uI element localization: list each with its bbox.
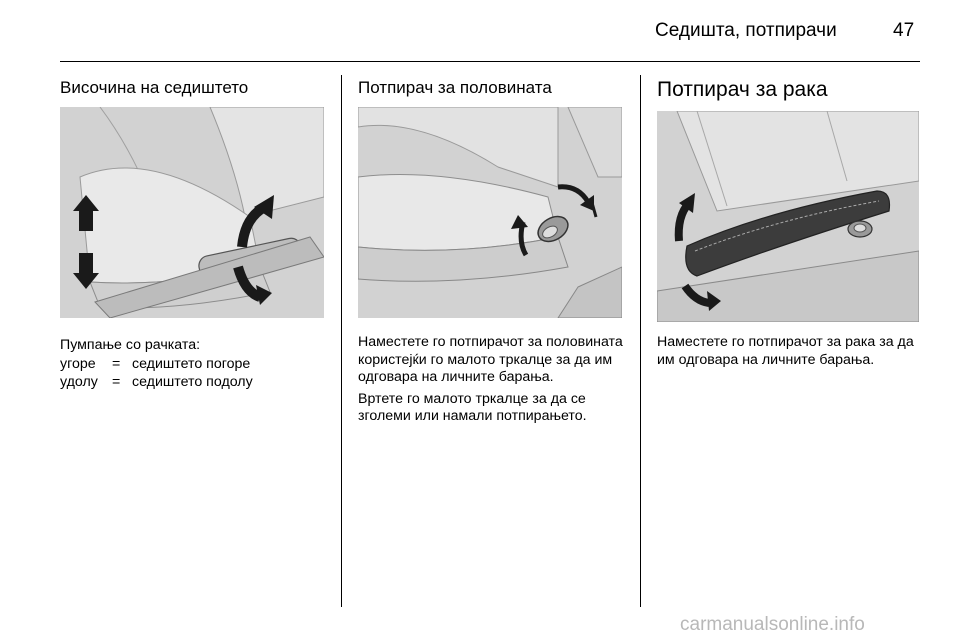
column-divider-2 bbox=[640, 75, 641, 607]
seat-height-intro: Пумпање со рачката: bbox=[60, 337, 201, 353]
lumbar-support-text bbox=[358, 334, 624, 430]
armrest-text bbox=[657, 334, 923, 373]
watermark: carmanualsonline.info bbox=[680, 614, 865, 635]
section-title-seat-height: Височина на седиштето bbox=[60, 78, 249, 97]
legend-eq-up: = bbox=[112, 356, 121, 372]
column-divider-1 bbox=[341, 75, 342, 607]
lumbar-support-paragraph-1: Наместете го потпирачот за половината користејќи го малото тркалце за да им одговара на личните барања. bbox=[358, 334, 623, 385]
legend-row-down bbox=[60, 374, 324, 392]
seat-height-lever-illustration bbox=[60, 107, 324, 318]
page-header-title: Седишта, потпирачи bbox=[655, 20, 837, 41]
legend-key-up: угоре bbox=[60, 356, 96, 372]
legend-value-down: седиштето подолу bbox=[132, 373, 253, 390]
legend-value-up: седиштето погоре bbox=[132, 356, 251, 372]
legend-row-up bbox=[60, 356, 324, 374]
legend-eq-down: = bbox=[112, 373, 121, 390]
header-rule bbox=[60, 61, 920, 62]
section-title-armrest: Потпирач за рака bbox=[657, 78, 828, 101]
section-title-lumbar-support: Потпирач за половината bbox=[358, 78, 552, 97]
seat-height-legend bbox=[60, 356, 324, 391]
armrest-paragraph-1: Наместете го потпирачот за рака за да им одговара на личните барања. bbox=[657, 334, 914, 368]
armrest-illustration bbox=[657, 111, 919, 322]
lumbar-support-wheel-illustration bbox=[358, 107, 622, 318]
page-number: 47 bbox=[893, 20, 915, 41]
lumbar-support-paragraph-2: Вртете го малото тркалце за да се зголеми или намали потпирањето. bbox=[358, 390, 587, 424]
legend-key-down: удолу bbox=[60, 373, 98, 390]
